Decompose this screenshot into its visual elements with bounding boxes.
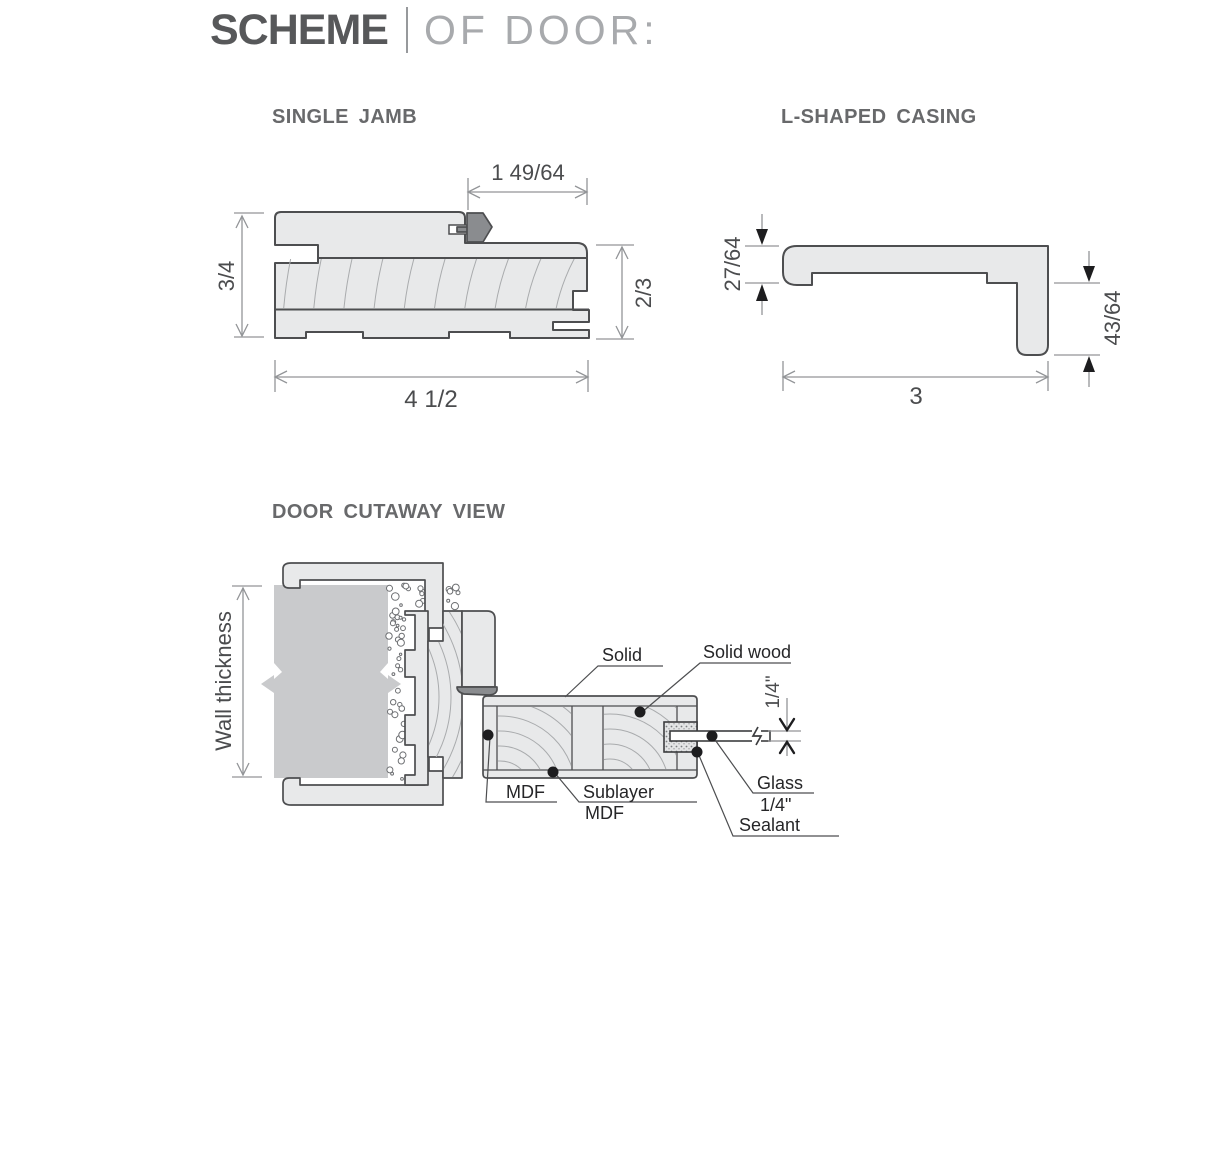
dim-glass-value: 1/4": [763, 675, 784, 709]
dot-glass: [707, 731, 718, 742]
door-cutaway-diagram: [143, 519, 839, 913]
label-solid: Solid: [602, 645, 643, 665]
leader-solid: [565, 666, 663, 697]
dot-sublayer: [548, 767, 559, 778]
label-sealant: Sealant: [739, 815, 801, 835]
stop-seal-icon: [457, 687, 497, 695]
jamb-mdf-strip: [405, 611, 428, 785]
jamb-wood-column: [428, 611, 462, 778]
label-sublayer-line2: MDF: [585, 803, 624, 823]
heading-door-cutaway: DOOR CUTAWAY VIEW: [272, 501, 506, 523]
label-glass-line1: Glass: [757, 773, 804, 793]
dim-wall-thickness-label: Wall thickness: [211, 611, 236, 751]
page-title-primary: SCHEME: [210, 5, 388, 54]
dim-jamb-left-value: 3/4: [214, 260, 239, 292]
label-sublayer-line1: Sublayer: [583, 782, 655, 802]
wall-break-left-spike: [261, 675, 274, 693]
l-shaped-casing-diagram: [720, 214, 1125, 410]
dim-casing-left: [745, 214, 779, 315]
heading-l-shaped-casing: L-SHAPED CASING: [781, 106, 977, 128]
heading-single-jamb: SINGLE JAMB: [272, 106, 418, 128]
dot-mdf: [483, 730, 494, 741]
weatherstrip-seal-icon: [467, 213, 492, 242]
casing-profile: [783, 246, 1048, 355]
dim-casing-right: [1054, 251, 1100, 387]
label-glass-line2: 1/4": [760, 795, 792, 815]
dim-wall-thickness: [232, 586, 262, 777]
label-solid-wood: Solid wood: [703, 642, 792, 662]
dim-jamb-right: [596, 245, 634, 339]
dim-casing-left-value: 27/64: [720, 236, 745, 292]
dot-solid-wood: [635, 707, 646, 718]
dim-casing-right-value: 43/64: [1100, 290, 1125, 346]
dim-jamb-top-value: 1 49/64: [491, 160, 565, 185]
dot-sealant: [692, 747, 703, 758]
dim-jamb-right-value: 2/3: [631, 277, 656, 309]
single-jamb-profile: [275, 212, 589, 338]
dim-jamb-bottom-value: 4 1/2: [404, 386, 458, 413]
door-stop-block: [462, 611, 495, 687]
wall-section: [274, 585, 388, 778]
page-title-secondary: OF DOOR:: [423, 6, 659, 53]
dim-casing-bottom-value: 3: [909, 383, 923, 410]
label-mdf: MDF: [506, 782, 545, 802]
